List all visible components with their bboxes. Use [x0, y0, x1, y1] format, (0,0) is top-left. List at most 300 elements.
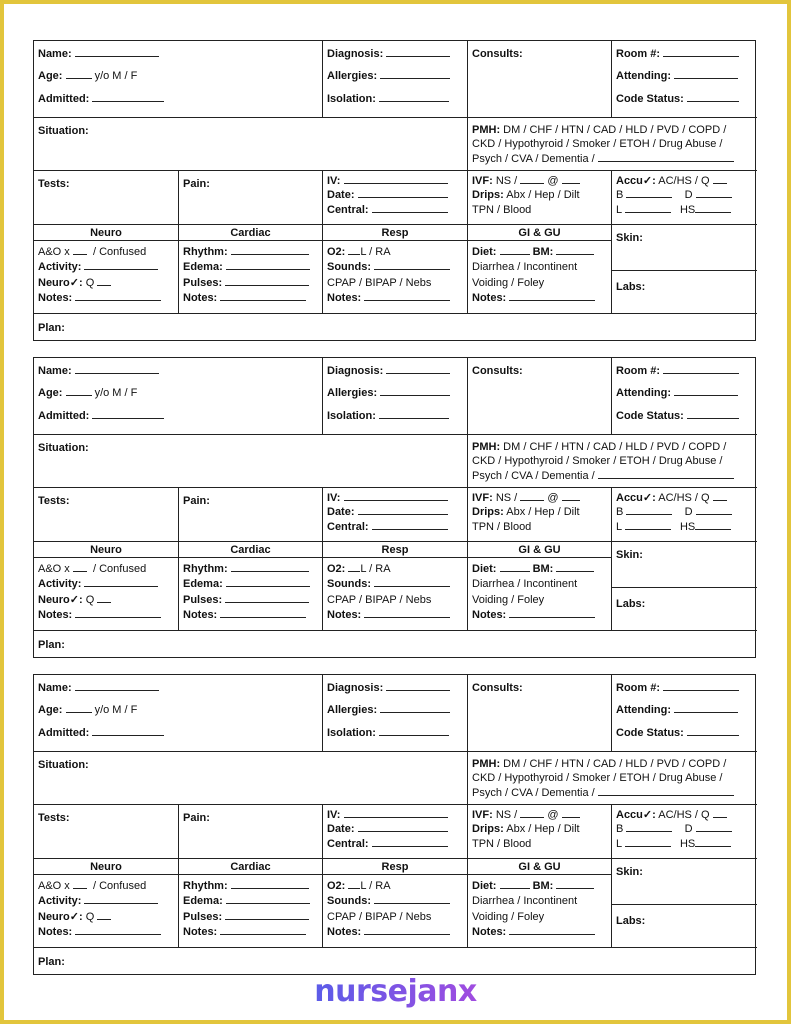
diagnosis-cell — [323, 358, 468, 435]
labels-consults: Consults: — [472, 365, 523, 377]
allergies-field[interactable] — [380, 703, 450, 713]
labels-tpn: TPN / Blood — [472, 520, 532, 533]
ao-field[interactable] — [73, 879, 87, 889]
sounds-field[interactable] — [374, 894, 450, 904]
labels-b: B — [616, 189, 624, 202]
accu-d-field[interactable] — [696, 822, 732, 832]
labels-neuro-check: Neuro✓: — [38, 276, 83, 289]
labels-drips-text: Abx / Hep / Dilt — [506, 823, 580, 836]
patient-report-block-3 — [33, 674, 756, 975]
central-field[interactable] — [372, 203, 448, 213]
attending-field[interactable] — [674, 703, 738, 713]
labels-central: Central: — [327, 203, 369, 216]
code-status-field[interactable] — [687, 409, 739, 419]
labels-notes: Notes: — [183, 925, 218, 938]
iv-date-field[interactable] — [358, 188, 448, 198]
accu-q-field[interactable] — [713, 174, 727, 184]
labels-room: Room #: — [616, 48, 660, 60]
skin-cell[interactable] — [612, 542, 757, 588]
labels-drips-label: Drips: — [472, 506, 504, 519]
labels-pulses: Pulses: — [183, 276, 223, 289]
labels-labs: Labs: — [616, 915, 646, 927]
labels-l: L — [616, 203, 622, 216]
diagnosis-field[interactable] — [386, 47, 450, 57]
labels-drips-text: Abx / Hep / Dilt — [506, 189, 580, 202]
ao-field[interactable] — [73, 562, 87, 572]
labels-o2-rest: L / RA — [360, 246, 391, 258]
labels-pain: Pain: — [183, 178, 210, 190]
labels-bm: BM: — [532, 880, 554, 892]
labels-pulses: Pulses: — [183, 910, 223, 923]
labels-pmh-label: PMH: — [472, 441, 501, 453]
labels-labs: Labs: — [616, 598, 646, 610]
activity-field[interactable] — [84, 577, 158, 587]
attending-field[interactable] — [674, 69, 738, 79]
isolation-field[interactable] — [379, 409, 449, 419]
labels-tpn: TPN / Blood — [472, 837, 532, 850]
labels-pmh-line1: DM / CHF / HTN / CAD / HLD / PVD / COPD / — [503, 441, 727, 453]
allergies-field[interactable] — [380, 69, 450, 79]
labels-b: B — [616, 506, 624, 519]
plan-cell[interactable] — [34, 631, 757, 657]
labels-hs: HS — [679, 520, 696, 533]
cardiac-header — [179, 225, 323, 241]
pmh-other-field[interactable] — [598, 152, 734, 162]
diagnosis-field[interactable] — [386, 364, 450, 374]
accu-d-field[interactable] — [696, 188, 732, 198]
labels-hs: HS — [679, 837, 696, 850]
iv-field[interactable] — [344, 808, 448, 818]
labels-cpap: CPAP / BIPAP / Nebs — [327, 910, 432, 923]
logo-text: nursejanx — [314, 974, 477, 1009]
name-field[interactable] — [75, 47, 159, 57]
age-field[interactable] — [66, 703, 92, 713]
labels-code-status: Code Status: — [616, 92, 684, 105]
labels-notes: Notes: — [472, 608, 507, 621]
patient-info-cell — [34, 358, 323, 435]
labels-pmh-label: PMH: — [472, 758, 501, 770]
consults-cell[interactable] — [468, 41, 612, 118]
labels-confused: / Confused — [92, 880, 147, 892]
labels-sounds: Sounds: — [327, 895, 371, 908]
admitted-label: Admitted: — [38, 726, 90, 739]
o2-field[interactable] — [348, 245, 360, 255]
pmh-cell — [468, 752, 757, 805]
labels-iv: IV: — [327, 809, 341, 821]
labels-diet: Diet: — [472, 880, 497, 892]
labels-ivf-label: IVF: — [472, 492, 493, 504]
sounds-field[interactable] — [374, 260, 450, 270]
labels-ivf-ns: NS / — [495, 492, 518, 504]
iv-date-field[interactable] — [358, 822, 448, 832]
admitted-field[interactable] — [92, 92, 164, 102]
labels-ivf-at: @ — [547, 175, 559, 187]
skin-cell[interactable] — [612, 225, 757, 271]
gigu-header — [468, 859, 612, 875]
accu-q-field[interactable] — [713, 808, 727, 818]
labels-attending: Attending: — [616, 704, 671, 717]
rhythm-field[interactable] — [231, 879, 309, 889]
labels-accu-label: Accu✓: — [616, 809, 656, 821]
resp-cell — [323, 875, 468, 948]
labels-skin: Skin: — [616, 549, 643, 561]
labels-plan: Plan: — [38, 639, 65, 651]
central-field[interactable] — [372, 837, 448, 847]
labels-iv: IV: — [327, 175, 341, 187]
tests-cell[interactable] — [34, 171, 179, 225]
age-sex-options: y/o M / F — [94, 704, 138, 717]
name-label: Name: — [38, 682, 72, 694]
labels-ivf-ns: NS / — [495, 175, 518, 187]
labs-cell[interactable] — [612, 588, 757, 631]
labels-ao: A&O x — [38, 880, 70, 892]
labels-cpap: CPAP / BIPAP / Nebs — [327, 276, 432, 289]
neuro-q-field[interactable] — [97, 910, 111, 920]
neuro-q-field[interactable] — [97, 276, 111, 286]
pain-cell[interactable] — [179, 805, 323, 859]
rhythm-field[interactable] — [231, 245, 309, 255]
room-field[interactable] — [663, 681, 739, 691]
neuro-notes-field[interactable] — [75, 608, 161, 618]
bm-field[interactable] — [556, 245, 594, 255]
room-cell — [612, 675, 757, 752]
patient-info-cell — [34, 41, 323, 118]
labels-sounds: Sounds: — [327, 578, 371, 591]
labels-accu-label: Accu✓: — [616, 492, 656, 504]
admitted-field[interactable] — [92, 726, 164, 736]
resp-notes-field[interactable] — [364, 608, 450, 618]
labels-cardiac: Cardiac — [230, 544, 271, 556]
labels-code-status: Code Status: — [616, 409, 684, 422]
admitted-label: Admitted: — [38, 92, 90, 105]
o2-field[interactable] — [348, 562, 360, 572]
pulses-field[interactable] — [225, 910, 309, 920]
labels-skin: Skin: — [616, 232, 643, 244]
labels-neuro: Neuro — [90, 544, 122, 556]
plan-cell[interactable] — [34, 948, 757, 974]
neuro-header — [34, 542, 179, 558]
labels-code-status: Code Status: — [616, 726, 684, 739]
labs-cell[interactable] — [612, 271, 757, 314]
accu-q-field[interactable] — [713, 491, 727, 501]
accu-cell — [612, 488, 757, 542]
accu-cell — [612, 805, 757, 859]
iv-cell — [323, 488, 468, 542]
labels-consults: Consults: — [472, 682, 523, 694]
labels-pmh-line3: Psych / CVA / Dementia / — [472, 469, 595, 482]
labels-situation: Situation: — [38, 125, 89, 137]
labels-situation: Situation: — [38, 442, 89, 454]
labs-cell[interactable] — [612, 905, 757, 948]
labels-voiding: Voiding / Foley — [472, 593, 545, 606]
labels-neuro-check: Neuro✓: — [38, 593, 83, 606]
labels-ivf-at: @ — [547, 492, 559, 504]
code-status-field[interactable] — [687, 92, 739, 102]
labels-o2-rest: L / RA — [360, 880, 391, 892]
accu-l-field[interactable] — [625, 837, 671, 847]
ivf-cell — [468, 805, 612, 859]
resp-notes-field[interactable] — [364, 291, 450, 301]
central-field[interactable] — [372, 520, 448, 530]
labels-diarrhea: Diarrhea / Incontinent — [472, 261, 578, 274]
labels-diarrhea: Diarrhea / Incontinent — [472, 578, 578, 591]
labels-o2-rest: L / RA — [360, 563, 391, 575]
cardiac-notes-field[interactable] — [220, 925, 306, 935]
pmh-other-field[interactable] — [598, 786, 734, 796]
patient-report-block-1 — [33, 40, 756, 341]
code-status-field[interactable] — [687, 726, 739, 736]
ivf-type-field[interactable] — [520, 808, 544, 818]
allergies-field[interactable] — [380, 386, 450, 396]
accu-hs-field[interactable] — [695, 837, 731, 847]
cardiac-cell — [179, 241, 323, 314]
labels-d: D — [684, 823, 693, 836]
o2-field[interactable] — [348, 879, 360, 889]
gigu-header — [468, 542, 612, 558]
labels-pmh-line1: DM / CHF / HTN / CAD / HLD / PVD / COPD / — [503, 124, 727, 136]
neuro-notes-field[interactable] — [75, 291, 161, 301]
cardiac-notes-field[interactable] — [220, 291, 306, 301]
age-field[interactable] — [66, 69, 92, 79]
name-field[interactable] — [75, 681, 159, 691]
accu-b-field[interactable] — [626, 822, 672, 832]
name-field[interactable] — [75, 364, 159, 374]
labels-drips-text: Abx / Hep / Dilt — [506, 506, 580, 519]
labels-diagnosis: Diagnosis: — [327, 48, 384, 60]
labels-ivf-label: IVF: — [472, 175, 493, 187]
labels-gigu: GI & GU — [518, 544, 561, 556]
labels-d: D — [684, 189, 693, 202]
labels-notes: Notes: — [183, 608, 218, 621]
cardiac-cell — [179, 558, 323, 631]
accu-hs-field[interactable] — [695, 520, 731, 530]
accu-b-field[interactable] — [626, 505, 672, 515]
activity-field[interactable] — [84, 260, 158, 270]
labels-date: Date: — [327, 823, 355, 836]
labels-q: Q — [85, 276, 95, 289]
labels-allergies: Allergies: — [327, 387, 378, 400]
age-label: Age: — [38, 70, 63, 83]
labels-ao: A&O x — [38, 563, 70, 575]
ivf-type-field[interactable] — [520, 491, 544, 501]
labels-notes: Notes: — [327, 925, 362, 938]
situation-cell[interactable] — [34, 752, 468, 805]
diet-field[interactable] — [500, 562, 530, 572]
admitted-label: Admitted: — [38, 409, 90, 422]
labels-sounds: Sounds: — [327, 261, 371, 274]
labels-pain: Pain: — [183, 495, 210, 507]
neuro-header — [34, 225, 179, 241]
neuro-cell — [34, 875, 179, 948]
accu-b-field[interactable] — [626, 188, 672, 198]
gigu-cell — [468, 558, 612, 631]
room-field[interactable] — [663, 47, 739, 57]
labels-neuro: Neuro — [90, 861, 122, 873]
labels-diarrhea: Diarrhea / Incontinent — [472, 895, 578, 908]
pain-cell[interactable] — [179, 171, 323, 225]
labels-o2: O2: — [327, 563, 346, 575]
accu-d-field[interactable] — [696, 505, 732, 515]
ao-field[interactable] — [73, 245, 87, 255]
labels-confused: / Confused — [92, 563, 147, 575]
labels-gigu: GI & GU — [518, 227, 561, 239]
labels-diagnosis: Diagnosis: — [327, 682, 384, 694]
labels-activity: Activity: — [38, 578, 82, 591]
labels-date: Date: — [327, 189, 355, 202]
labels-situation: Situation: — [38, 759, 89, 771]
labels-central: Central: — [327, 520, 369, 533]
nursejanx-logo — [0, 974, 791, 1009]
labels-pmh-line3: Psych / CVA / Dementia / — [472, 786, 595, 799]
gigu-cell — [468, 241, 612, 314]
labels-tests: Tests: — [38, 812, 70, 824]
labels-bm: BM: — [532, 246, 554, 258]
resp-header — [323, 859, 468, 875]
iv-cell — [323, 171, 468, 225]
consults-cell[interactable] — [468, 675, 612, 752]
edema-field[interactable] — [226, 260, 310, 270]
labels-accu-text: AC/HS / Q — [658, 809, 710, 821]
ivf-rate-field[interactable] — [562, 174, 580, 184]
labels-drips-label: Drips: — [472, 189, 504, 202]
ivf-type-field[interactable] — [520, 174, 544, 184]
pulses-field[interactable] — [225, 593, 309, 603]
age-sex-options: y/o M / F — [94, 387, 138, 400]
labels-d: D — [684, 506, 693, 519]
neuro-q-field[interactable] — [97, 593, 111, 603]
bm-field[interactable] — [556, 879, 594, 889]
iv-date-field[interactable] — [358, 505, 448, 515]
pain-cell[interactable] — [179, 488, 323, 542]
labels-neuro: Neuro — [90, 227, 122, 239]
bm-field[interactable] — [556, 562, 594, 572]
labels-cardiac: Cardiac — [230, 861, 271, 873]
labels-q: Q — [85, 593, 95, 606]
accu-l-field[interactable] — [625, 203, 671, 213]
labels-notes: Notes: — [472, 291, 507, 304]
sounds-field[interactable] — [374, 577, 450, 587]
labels-notes: Notes: — [38, 291, 73, 304]
gigu-notes-field[interactable] — [509, 925, 595, 935]
neuro-notes-field[interactable] — [75, 925, 161, 935]
labels-diagnosis: Diagnosis: — [327, 365, 384, 377]
labels-pmh-label: PMH: — [472, 124, 501, 136]
labels-isolation: Isolation: — [327, 92, 376, 105]
labels-q: Q — [85, 910, 95, 923]
consults-cell[interactable] — [468, 358, 612, 435]
labels-neuro-check: Neuro✓: — [38, 910, 83, 923]
labels-edema: Edema: — [183, 895, 223, 908]
age-sex-options: y/o M / F — [94, 70, 138, 83]
gigu-header — [468, 225, 612, 241]
labels-ivf-at: @ — [547, 809, 559, 821]
ivf-rate-field[interactable] — [562, 808, 580, 818]
labels-resp: Resp — [381, 227, 409, 239]
resp-cell — [323, 558, 468, 631]
gigu-notes-field[interactable] — [509, 291, 595, 301]
diagnosis-field[interactable] — [386, 681, 450, 691]
ivf-cell — [468, 488, 612, 542]
labels-ivf-ns: NS / — [495, 809, 518, 821]
ivf-cell — [468, 171, 612, 225]
labels-notes: Notes: — [38, 608, 73, 621]
gigu-notes-field[interactable] — [509, 608, 595, 618]
skin-cell[interactable] — [612, 859, 757, 905]
gigu-cell — [468, 875, 612, 948]
pmh-cell — [468, 435, 757, 488]
ivf-rate-field[interactable] — [562, 491, 580, 501]
situation-cell[interactable] — [34, 435, 468, 488]
room-cell — [612, 358, 757, 435]
accu-l-field[interactable] — [625, 520, 671, 530]
patient-report-block-2 — [33, 357, 756, 658]
isolation-field[interactable] — [379, 726, 449, 736]
labels-allergies: Allergies: — [327, 704, 378, 717]
tests-cell[interactable] — [34, 488, 179, 542]
labels-activity: Activity: — [38, 261, 82, 274]
situation-cell[interactable] — [34, 118, 468, 171]
labels-rhythm: Rhythm: — [183, 563, 228, 575]
isolation-field[interactable] — [379, 92, 449, 102]
iv-field[interactable] — [344, 491, 448, 501]
cardiac-cell — [179, 875, 323, 948]
labels-notes: Notes: — [183, 291, 218, 304]
neuro-cell — [34, 558, 179, 631]
patient-info-cell — [34, 675, 323, 752]
labels-cpap: CPAP / BIPAP / Nebs — [327, 593, 432, 606]
labels-l: L — [616, 520, 622, 533]
labels-bm: BM: — [532, 563, 554, 575]
edema-field[interactable] — [226, 577, 310, 587]
pmh-other-field[interactable] — [598, 469, 734, 479]
labels-accu-label: Accu✓: — [616, 175, 656, 187]
labels-b: B — [616, 823, 624, 836]
age-label: Age: — [38, 387, 63, 400]
pulses-field[interactable] — [225, 276, 309, 286]
tests-cell[interactable] — [34, 805, 179, 859]
cardiac-notes-field[interactable] — [220, 608, 306, 618]
age-field[interactable] — [66, 386, 92, 396]
resp-notes-field[interactable] — [364, 925, 450, 935]
attending-field[interactable] — [674, 386, 738, 396]
diet-field[interactable] — [500, 879, 530, 889]
edema-field[interactable] — [226, 894, 310, 904]
neuro-header — [34, 859, 179, 875]
plan-cell[interactable] — [34, 314, 757, 340]
labels-isolation: Isolation: — [327, 726, 376, 739]
cardiac-header — [179, 859, 323, 875]
labels-pmh-line1: DM / CHF / HTN / CAD / HLD / PVD / COPD / — [503, 758, 727, 770]
rhythm-field[interactable] — [231, 562, 309, 572]
activity-field[interactable] — [84, 894, 158, 904]
labels-pain: Pain: — [183, 812, 210, 824]
labels-cardiac: Cardiac — [230, 227, 271, 239]
labels-date: Date: — [327, 506, 355, 519]
labels-allergies: Allergies: — [327, 70, 378, 83]
accu-hs-field[interactable] — [695, 203, 731, 213]
room-field[interactable] — [663, 364, 739, 374]
labels-gigu: GI & GU — [518, 861, 561, 873]
labels-ivf-label: IVF: — [472, 809, 493, 821]
admitted-field[interactable] — [92, 409, 164, 419]
labels-room: Room #: — [616, 365, 660, 377]
labels-pmh-line2: CKD / Hypothyroid / Smoker / ETOH / Drug Abuse / — [472, 772, 723, 785]
diet-field[interactable] — [500, 245, 530, 255]
labels-pmh-line2: CKD / Hypothyroid / Smoker / ETOH / Drug Abuse / — [472, 455, 723, 468]
labels-o2: O2: — [327, 880, 346, 892]
iv-field[interactable] — [344, 174, 448, 184]
labels-plan: Plan: — [38, 956, 65, 968]
